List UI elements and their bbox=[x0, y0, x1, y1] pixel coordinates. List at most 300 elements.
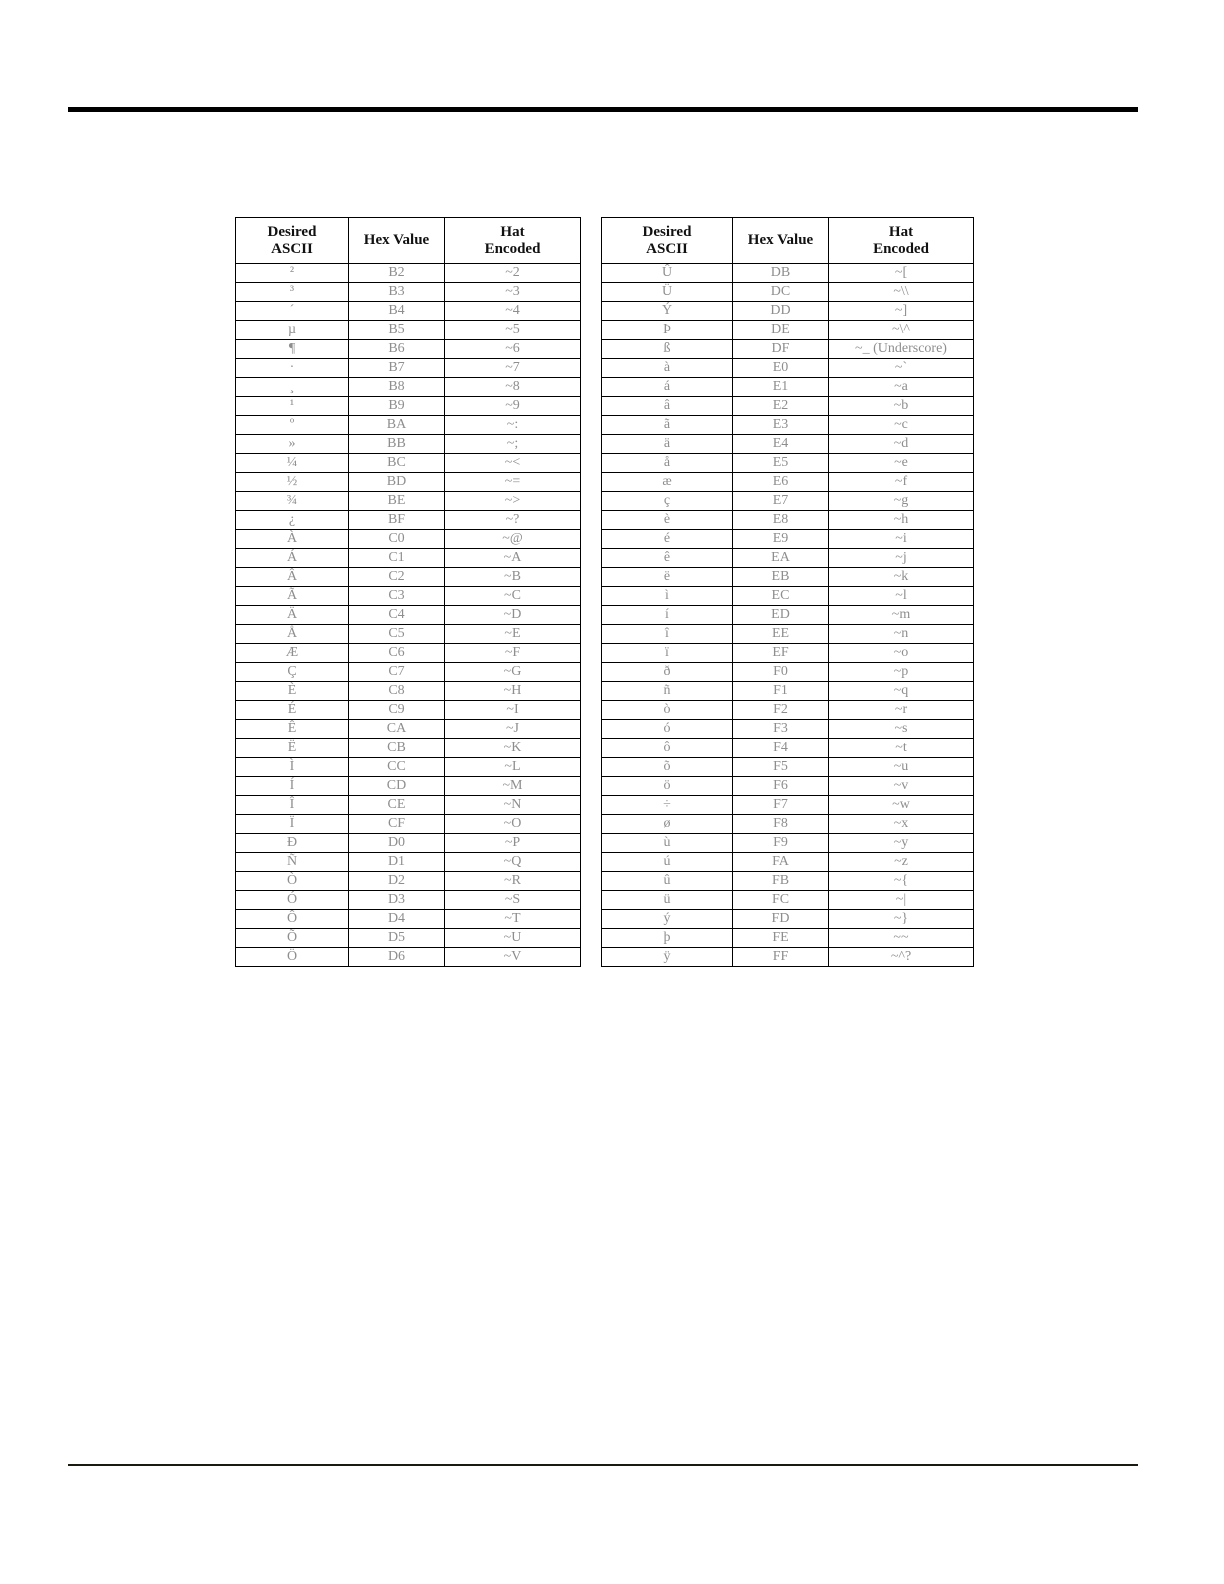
cell-hex-value: CF bbox=[349, 815, 445, 834]
cell-hex-value: CE bbox=[349, 796, 445, 815]
table-row bbox=[236, 606, 581, 625]
table-row bbox=[602, 511, 974, 530]
cell-hat-encoded: ~A bbox=[445, 549, 581, 568]
table-header-row bbox=[602, 218, 974, 264]
table-row bbox=[602, 606, 974, 625]
cell-hat-encoded: ~M bbox=[445, 777, 581, 796]
cell-hex-value: CA bbox=[349, 720, 445, 739]
cell-hex-value: D1 bbox=[349, 853, 445, 872]
cell-hex-value: FE bbox=[733, 929, 829, 948]
table-row bbox=[602, 929, 974, 948]
cell-hex-value: EF bbox=[733, 644, 829, 663]
cell-hat-encoded: ~x bbox=[829, 815, 974, 834]
cell-hat-encoded: ~} bbox=[829, 910, 974, 929]
cell-hex-value: D5 bbox=[349, 929, 445, 948]
cell-hat-encoded: ~8 bbox=[445, 378, 581, 397]
cell-hex-value: BF bbox=[349, 511, 445, 530]
cell-hat-encoded: ~u bbox=[829, 758, 974, 777]
cell-desired-ascii: ² bbox=[236, 264, 349, 283]
cell-desired-ascii: û bbox=[602, 872, 733, 891]
cell-hex-value: DD bbox=[733, 302, 829, 321]
cell-hex-value: E9 bbox=[733, 530, 829, 549]
cell-hex-value: D3 bbox=[349, 891, 445, 910]
cell-hat-encoded: ~_ (Underscore) bbox=[829, 340, 974, 359]
header-hex-value: Hex Value bbox=[349, 218, 445, 264]
cell-desired-ascii: ¹ bbox=[236, 397, 349, 416]
cell-hex-value: BC bbox=[349, 454, 445, 473]
table-row bbox=[602, 720, 974, 739]
table-row bbox=[602, 758, 974, 777]
cell-hex-value: DB bbox=[733, 264, 829, 283]
cell-hat-encoded: ~K bbox=[445, 739, 581, 758]
cell-desired-ascii: ³ bbox=[236, 283, 349, 302]
cell-hat-encoded: ~U bbox=[445, 929, 581, 948]
cell-hex-value: C0 bbox=[349, 530, 445, 549]
table-row bbox=[236, 891, 581, 910]
table-row bbox=[602, 872, 974, 891]
cell-hex-value: FB bbox=[733, 872, 829, 891]
table-row bbox=[602, 644, 974, 663]
cell-desired-ascii: Ð bbox=[236, 834, 349, 853]
cell-hex-value: E6 bbox=[733, 473, 829, 492]
header-desired-ascii: Desired ASCII bbox=[236, 218, 349, 264]
cell-hat-encoded: ~7 bbox=[445, 359, 581, 378]
table-row bbox=[236, 511, 581, 530]
table-row bbox=[236, 739, 581, 758]
table-row bbox=[236, 910, 581, 929]
cell-hex-value: C9 bbox=[349, 701, 445, 720]
cell-hat-encoded: ~B bbox=[445, 568, 581, 587]
table-row bbox=[236, 682, 581, 701]
cell-desired-ascii: þ bbox=[602, 929, 733, 948]
table-row bbox=[602, 663, 974, 682]
cell-desired-ascii: Ý bbox=[602, 302, 733, 321]
cell-hex-value: C2 bbox=[349, 568, 445, 587]
table-row bbox=[236, 758, 581, 777]
cell-hat-encoded: ~p bbox=[829, 663, 974, 682]
table-row bbox=[236, 663, 581, 682]
table-row bbox=[236, 701, 581, 720]
cell-hex-value: B7 bbox=[349, 359, 445, 378]
cell-hex-value: DF bbox=[733, 340, 829, 359]
table-row bbox=[236, 454, 581, 473]
cell-hat-encoded: ~m bbox=[829, 606, 974, 625]
table-row bbox=[602, 530, 974, 549]
cell-hex-value: F2 bbox=[733, 701, 829, 720]
cell-hex-value: C8 bbox=[349, 682, 445, 701]
cell-desired-ascii: Ê bbox=[236, 720, 349, 739]
cell-desired-ascii: Í bbox=[236, 777, 349, 796]
cell-desired-ascii: ¿ bbox=[236, 511, 349, 530]
cell-hat-encoded: ~G bbox=[445, 663, 581, 682]
cell-hex-value: F0 bbox=[733, 663, 829, 682]
cell-hat-encoded: ~~ bbox=[829, 929, 974, 948]
table-row bbox=[602, 340, 974, 359]
cell-hat-encoded: ~4 bbox=[445, 302, 581, 321]
cell-hex-value: B3 bbox=[349, 283, 445, 302]
cell-hat-encoded: ~O bbox=[445, 815, 581, 834]
header-hex-value: Hex Value bbox=[733, 218, 829, 264]
cell-hat-encoded: ~f bbox=[829, 473, 974, 492]
cell-desired-ascii: Ë bbox=[236, 739, 349, 758]
cell-hat-encoded: ~P bbox=[445, 834, 581, 853]
cell-desired-ascii: ø bbox=[602, 815, 733, 834]
cell-hex-value: E3 bbox=[733, 416, 829, 435]
cell-hat-encoded: ~l bbox=[829, 587, 974, 606]
cell-hex-value: E2 bbox=[733, 397, 829, 416]
cell-hat-encoded: ~2 bbox=[445, 264, 581, 283]
table-row bbox=[236, 625, 581, 644]
cell-desired-ascii: Ç bbox=[236, 663, 349, 682]
cell-desired-ascii: Ó bbox=[236, 891, 349, 910]
cell-desired-ascii: ã bbox=[602, 416, 733, 435]
cell-hat-encoded: ~w bbox=[829, 796, 974, 815]
header-hat-encoded: Hat Encoded bbox=[445, 218, 581, 264]
cell-desired-ascii: ½ bbox=[236, 473, 349, 492]
cell-desired-ascii: Ö bbox=[236, 948, 349, 967]
table-row bbox=[236, 720, 581, 739]
table-row bbox=[236, 321, 581, 340]
cell-hat-encoded: ~@ bbox=[445, 530, 581, 549]
cell-hex-value: FF bbox=[733, 948, 829, 967]
cell-hex-value: E7 bbox=[733, 492, 829, 511]
cell-hex-value: B5 bbox=[349, 321, 445, 340]
cell-desired-ascii: ú bbox=[602, 853, 733, 872]
cell-hat-encoded: ~o bbox=[829, 644, 974, 663]
cell-desired-ascii: Ò bbox=[236, 872, 349, 891]
cell-hat-encoded: ~b bbox=[829, 397, 974, 416]
cell-desired-ascii: ê bbox=[602, 549, 733, 568]
cell-desired-ascii: õ bbox=[602, 758, 733, 777]
cell-desired-ascii: Þ bbox=[602, 321, 733, 340]
cell-hat-encoded: ~V bbox=[445, 948, 581, 967]
table-row bbox=[602, 891, 974, 910]
cell-hex-value: EA bbox=[733, 549, 829, 568]
cell-desired-ascii: ¶ bbox=[236, 340, 349, 359]
cell-hat-encoded: ~N bbox=[445, 796, 581, 815]
cell-hex-value: B9 bbox=[349, 397, 445, 416]
cell-desired-ascii: » bbox=[236, 435, 349, 454]
cell-hex-value: C4 bbox=[349, 606, 445, 625]
cell-hat-encoded: ~\\ bbox=[829, 283, 974, 302]
cell-hat-encoded: ~` bbox=[829, 359, 974, 378]
cell-desired-ascii: ñ bbox=[602, 682, 733, 701]
table-row bbox=[602, 473, 974, 492]
cell-desired-ascii: Õ bbox=[236, 929, 349, 948]
table-row bbox=[602, 777, 974, 796]
cell-desired-ascii: è bbox=[602, 511, 733, 530]
table-row bbox=[236, 834, 581, 853]
table-row bbox=[602, 815, 974, 834]
cell-hex-value: D6 bbox=[349, 948, 445, 967]
cell-hat-encoded: ~h bbox=[829, 511, 974, 530]
table-row bbox=[236, 283, 581, 302]
cell-hex-value: B6 bbox=[349, 340, 445, 359]
cell-hex-value: EE bbox=[733, 625, 829, 644]
cell-hex-value: FA bbox=[733, 853, 829, 872]
table-row bbox=[602, 701, 974, 720]
table-row bbox=[236, 853, 581, 872]
table-row bbox=[236, 416, 581, 435]
table-body bbox=[236, 264, 581, 967]
cell-desired-ascii: ¸ bbox=[236, 378, 349, 397]
cell-hat-encoded: ~z bbox=[829, 853, 974, 872]
cell-hex-value: B8 bbox=[349, 378, 445, 397]
cell-hat-encoded: ~6 bbox=[445, 340, 581, 359]
table-row bbox=[236, 568, 581, 587]
cell-hex-value: C3 bbox=[349, 587, 445, 606]
table-row bbox=[602, 302, 974, 321]
table-row bbox=[236, 397, 581, 416]
table-row bbox=[602, 834, 974, 853]
cell-hex-value: C7 bbox=[349, 663, 445, 682]
table-row bbox=[236, 264, 581, 283]
cell-hex-value: B2 bbox=[349, 264, 445, 283]
table-row bbox=[236, 644, 581, 663]
cell-hat-encoded: ~c bbox=[829, 416, 974, 435]
cell-hat-encoded: ~r bbox=[829, 701, 974, 720]
cell-hex-value: DC bbox=[733, 283, 829, 302]
cell-desired-ascii: ä bbox=[602, 435, 733, 454]
cell-desired-ascii: ¼ bbox=[236, 454, 349, 473]
cell-hex-value: F3 bbox=[733, 720, 829, 739]
table-row bbox=[602, 796, 974, 815]
cell-desired-ascii: Á bbox=[236, 549, 349, 568]
header-desired-ascii: Desired ASCII bbox=[602, 218, 733, 264]
cell-hat-encoded: ~9 bbox=[445, 397, 581, 416]
table-row bbox=[236, 473, 581, 492]
cell-desired-ascii: Ä bbox=[236, 606, 349, 625]
header-rule bbox=[68, 107, 1138, 112]
cell-hex-value: EB bbox=[733, 568, 829, 587]
cell-hex-value: B4 bbox=[349, 302, 445, 321]
table-row bbox=[602, 454, 974, 473]
table-row bbox=[236, 492, 581, 511]
cell-hex-value: ED bbox=[733, 606, 829, 625]
cell-desired-ascii: ÿ bbox=[602, 948, 733, 967]
cell-hex-value: F4 bbox=[733, 739, 829, 758]
cell-hat-encoded: ~v bbox=[829, 777, 974, 796]
cell-desired-ascii: Ï bbox=[236, 815, 349, 834]
table-header-row bbox=[236, 218, 581, 264]
cell-desired-ascii: á bbox=[602, 378, 733, 397]
cell-desired-ascii: µ bbox=[236, 321, 349, 340]
encoding-table-left bbox=[235, 217, 581, 967]
table-row bbox=[602, 682, 974, 701]
table-row bbox=[602, 910, 974, 929]
cell-hat-encoded: ~D bbox=[445, 606, 581, 625]
cell-desired-ascii: º bbox=[236, 416, 349, 435]
cell-hat-encoded: ~T bbox=[445, 910, 581, 929]
table-row bbox=[236, 302, 581, 321]
cell-desired-ascii: É bbox=[236, 701, 349, 720]
table-row bbox=[602, 549, 974, 568]
cell-hat-encoded: ~k bbox=[829, 568, 974, 587]
cell-desired-ascii: é bbox=[602, 530, 733, 549]
cell-hat-encoded: ~\^ bbox=[829, 321, 974, 340]
cell-desired-ascii: ´ bbox=[236, 302, 349, 321]
cell-hat-encoded: ~s bbox=[829, 720, 974, 739]
table-row bbox=[236, 435, 581, 454]
cell-hex-value: FC bbox=[733, 891, 829, 910]
cell-desired-ascii: Ì bbox=[236, 758, 349, 777]
cell-desired-ascii: í bbox=[602, 606, 733, 625]
cell-hex-value: C5 bbox=[349, 625, 445, 644]
cell-hat-encoded: ~e bbox=[829, 454, 974, 473]
cell-desired-ascii: â bbox=[602, 397, 733, 416]
cell-hex-value: C6 bbox=[349, 644, 445, 663]
table-row bbox=[236, 929, 581, 948]
cell-hat-encoded: ~J bbox=[445, 720, 581, 739]
table-row bbox=[236, 340, 581, 359]
cell-desired-ascii: Å bbox=[236, 625, 349, 644]
cell-desired-ascii: î bbox=[602, 625, 733, 644]
table-row bbox=[236, 872, 581, 891]
cell-desired-ascii: Î bbox=[236, 796, 349, 815]
cell-hat-encoded: ~E bbox=[445, 625, 581, 644]
table-row bbox=[236, 815, 581, 834]
table-row bbox=[236, 948, 581, 967]
cell-desired-ascii: ý bbox=[602, 910, 733, 929]
table-body bbox=[602, 264, 974, 967]
cell-hex-value: F8 bbox=[733, 815, 829, 834]
header-hat-encoded: Hat Encoded bbox=[829, 218, 974, 264]
table-row bbox=[236, 359, 581, 378]
table-row bbox=[236, 777, 581, 796]
cell-hex-value: FD bbox=[733, 910, 829, 929]
cell-hex-value: F1 bbox=[733, 682, 829, 701]
cell-hat-encoded: ~{ bbox=[829, 872, 974, 891]
cell-hex-value: DE bbox=[733, 321, 829, 340]
cell-hex-value: EC bbox=[733, 587, 829, 606]
footer-rule bbox=[68, 1464, 1138, 1466]
table-row bbox=[602, 625, 974, 644]
cell-hat-encoded: ~| bbox=[829, 891, 974, 910]
cell-hat-encoded: ~< bbox=[445, 454, 581, 473]
cell-desired-ascii: ¾ bbox=[236, 492, 349, 511]
table-row bbox=[236, 587, 581, 606]
table-row bbox=[602, 359, 974, 378]
cell-hat-encoded: ~^? bbox=[829, 948, 974, 967]
table-row bbox=[602, 264, 974, 283]
cell-hex-value: F5 bbox=[733, 758, 829, 777]
cell-hat-encoded: ~R bbox=[445, 872, 581, 891]
cell-hex-value: E4 bbox=[733, 435, 829, 454]
cell-hex-value: F6 bbox=[733, 777, 829, 796]
cell-hat-encoded: ~C bbox=[445, 587, 581, 606]
cell-desired-ascii: Ã bbox=[236, 587, 349, 606]
cell-hat-encoded: ~> bbox=[445, 492, 581, 511]
cell-hex-value: D0 bbox=[349, 834, 445, 853]
cell-desired-ascii: ö bbox=[602, 777, 733, 796]
cell-hex-value: BA bbox=[349, 416, 445, 435]
cell-desired-ascii: ë bbox=[602, 568, 733, 587]
table-row bbox=[602, 587, 974, 606]
cell-hex-value: E8 bbox=[733, 511, 829, 530]
cell-desired-ascii: ß bbox=[602, 340, 733, 359]
cell-hat-encoded: ~= bbox=[445, 473, 581, 492]
cell-desired-ascii: Æ bbox=[236, 644, 349, 663]
cell-desired-ascii: ì bbox=[602, 587, 733, 606]
cell-hat-encoded: ~H bbox=[445, 682, 581, 701]
cell-hat-encoded: ~F bbox=[445, 644, 581, 663]
cell-hex-value: BB bbox=[349, 435, 445, 454]
table-row bbox=[602, 397, 974, 416]
cell-desired-ascii: Û bbox=[602, 264, 733, 283]
table-row bbox=[602, 853, 974, 872]
table-row bbox=[602, 739, 974, 758]
table-row bbox=[602, 435, 974, 454]
cell-hex-value: BD bbox=[349, 473, 445, 492]
cell-desired-ascii: ç bbox=[602, 492, 733, 511]
cell-hex-value: CB bbox=[349, 739, 445, 758]
table-row bbox=[236, 549, 581, 568]
cell-hat-encoded: ~i bbox=[829, 530, 974, 549]
cell-desired-ascii: ÷ bbox=[602, 796, 733, 815]
cell-hat-encoded: ~q bbox=[829, 682, 974, 701]
cell-hat-encoded: ~3 bbox=[445, 283, 581, 302]
cell-hat-encoded: ~] bbox=[829, 302, 974, 321]
cell-hex-value: F9 bbox=[733, 834, 829, 853]
table-row bbox=[602, 283, 974, 302]
cell-desired-ascii: å bbox=[602, 454, 733, 473]
cell-desired-ascii: ó bbox=[602, 720, 733, 739]
cell-desired-ascii: Ñ bbox=[236, 853, 349, 872]
table-row bbox=[602, 321, 974, 340]
cell-desired-ascii: À bbox=[236, 530, 349, 549]
cell-hex-value: D4 bbox=[349, 910, 445, 929]
encoding-table-right bbox=[601, 217, 974, 967]
table-row bbox=[602, 416, 974, 435]
cell-hat-encoded: ~L bbox=[445, 758, 581, 777]
cell-desired-ascii: ò bbox=[602, 701, 733, 720]
cell-desired-ascii: à bbox=[602, 359, 733, 378]
cell-desired-ascii: Ü bbox=[602, 283, 733, 302]
cell-hex-value: E5 bbox=[733, 454, 829, 473]
table-row bbox=[236, 378, 581, 397]
cell-hex-value: CC bbox=[349, 758, 445, 777]
table-row bbox=[602, 948, 974, 967]
cell-hat-encoded: ~I bbox=[445, 701, 581, 720]
cell-hex-value: D2 bbox=[349, 872, 445, 891]
cell-hat-encoded: ~y bbox=[829, 834, 974, 853]
cell-hex-value: BE bbox=[349, 492, 445, 511]
table-row bbox=[602, 568, 974, 587]
cell-hat-encoded: ~? bbox=[445, 511, 581, 530]
cell-hat-encoded: ~S bbox=[445, 891, 581, 910]
cell-hat-encoded: ~t bbox=[829, 739, 974, 758]
cell-hat-encoded: ~; bbox=[445, 435, 581, 454]
cell-hat-encoded: ~: bbox=[445, 416, 581, 435]
cell-desired-ascii: È bbox=[236, 682, 349, 701]
table-row bbox=[602, 492, 974, 511]
cell-hat-encoded: ~5 bbox=[445, 321, 581, 340]
table-row bbox=[602, 378, 974, 397]
cell-desired-ascii: æ bbox=[602, 473, 733, 492]
cell-desired-ascii: ü bbox=[602, 891, 733, 910]
cell-hex-value: E0 bbox=[733, 359, 829, 378]
cell-desired-ascii: ï bbox=[602, 644, 733, 663]
cell-hex-value: C1 bbox=[349, 549, 445, 568]
cell-desired-ascii: Â bbox=[236, 568, 349, 587]
cell-hat-encoded: ~a bbox=[829, 378, 974, 397]
cell-hat-encoded: ~n bbox=[829, 625, 974, 644]
cell-hat-encoded: ~Q bbox=[445, 853, 581, 872]
cell-hex-value: CD bbox=[349, 777, 445, 796]
cell-hat-encoded: ~j bbox=[829, 549, 974, 568]
cell-desired-ascii: ù bbox=[602, 834, 733, 853]
cell-hex-value: F7 bbox=[733, 796, 829, 815]
